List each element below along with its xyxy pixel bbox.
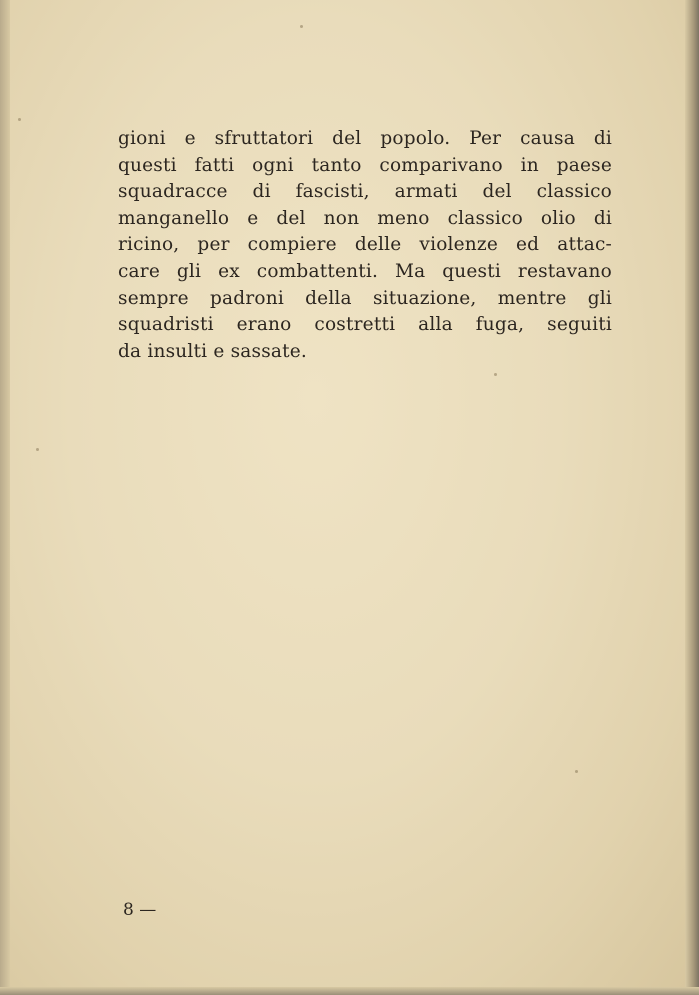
text-line: squadristi erano costretti alla fuga, seguiti [118,314,612,336]
paper-speck [494,373,497,376]
text-line: care gli ex combattenti. Ma questi restavano [118,260,612,282]
paper-speck [575,770,578,773]
paper-speck [18,118,21,121]
page-number: 8 — [123,900,157,920]
text-line: squadracce di fascisti, armati del classico [118,181,612,203]
text-line: questi fatti ogni tanto comparivano in paese [118,154,612,176]
paper-speck [36,448,39,451]
page-left-edge [0,0,10,995]
text-line: ricino, per compiere delle violenze ed attac- [118,234,612,256]
text-line: manganello e del non meno classico olio di [118,207,612,229]
body-text [118,126,612,365]
text-line: gioni e sfruttatori del popolo. Per causa di [118,128,612,149]
text-line: sempre padroni della situazione, mentre gli [118,287,612,309]
text-line: da insulti e sassate. [118,340,307,362]
paper-speck [300,25,303,28]
page-bottom-edge [0,987,699,995]
page-right-edge [685,0,699,995]
